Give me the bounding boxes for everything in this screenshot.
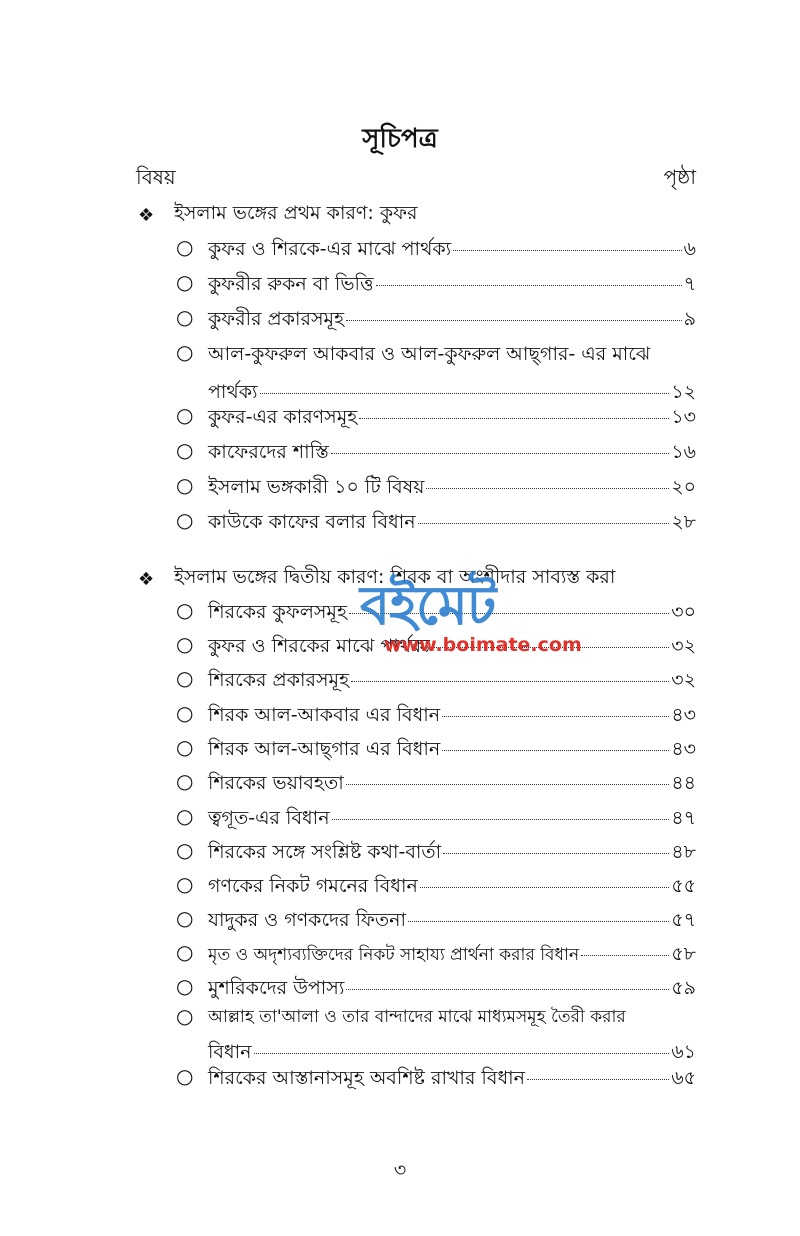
dot-leader <box>408 921 669 922</box>
entry-page: ৩২ <box>671 635 696 657</box>
section-title: ইসলাম ভঙ্গের দ্বিতীয় কারণ: শিরক বা অংশীদার সাব্যস্ত করা <box>174 566 616 588</box>
toc-entry[interactable] <box>176 438 696 470</box>
entry-page: ৫৮ <box>671 943 696 965</box>
toc-entry[interactable] <box>176 735 696 767</box>
circle-bullet-icon: ○ <box>176 1064 194 1088</box>
toc-entry[interactable] <box>176 1004 696 1070</box>
toc-entry[interactable] <box>176 701 696 733</box>
entry-page: ২৮ <box>671 511 696 533</box>
dot-leader <box>527 1079 669 1080</box>
circle-bullet-icon: ○ <box>176 735 194 759</box>
toc-entry[interactable] <box>176 305 696 337</box>
dot-leader <box>581 955 669 956</box>
entry-title: ত্বগূত-এর বিধান <box>208 807 330 829</box>
circle-bullet-icon: ○ <box>176 974 194 998</box>
dot-leader <box>443 853 669 854</box>
toc-entry[interactable] <box>176 974 696 1006</box>
dot-leader <box>418 523 670 524</box>
entry-page: ১২ <box>671 381 696 403</box>
entry-title: শিরকের ভয়াবহতা <box>208 772 344 794</box>
entry-title-line1: আল-কুফরুল আকবার ও আল-কুফরুল আছ্গার- এর মাঝে <box>208 343 651 365</box>
toc-entry[interactable] <box>176 270 696 302</box>
entry-title: কাউকে কাফের বলার বিধান <box>208 511 416 533</box>
circle-bullet-icon: ○ <box>176 701 194 725</box>
watermark-logo <box>352 570 582 660</box>
watermark-brand: বইমেট <box>360 574 496 637</box>
watermark-url: www.boimate.com <box>384 634 582 656</box>
toc-entry[interactable] <box>176 508 696 540</box>
entry-page: ৫৭ <box>671 909 696 931</box>
entry-title: কাফেরদের শাস্তি <box>208 441 329 463</box>
dot-leader <box>346 784 670 785</box>
dot-leader <box>442 716 669 717</box>
entry-page: ৩২ <box>671 669 696 691</box>
circle-bullet-icon: ○ <box>176 438 194 462</box>
entry-title: ইসলাম ভঙ্গকারী ১০ টি বিষয় <box>208 476 425 498</box>
entry-title: মুশরিকদের উপাস্য <box>208 977 345 999</box>
entry-title: কুফরীর রুকন বা ভিত্তি <box>208 273 374 295</box>
toc-entry[interactable] <box>176 473 696 505</box>
entry-title: পার্থক্য <box>208 381 258 403</box>
circle-bullet-icon: ○ <box>176 340 194 364</box>
entry-page: ১৬ <box>671 441 696 463</box>
circle-bullet-icon: ○ <box>176 508 194 532</box>
circle-bullet-icon: ○ <box>176 632 194 656</box>
entry-page: ৪৪ <box>671 772 696 794</box>
dot-leader <box>426 488 669 489</box>
section-heading <box>138 199 417 231</box>
entry-title: শিরকের আস্তানাসমূহ অবশিষ্ট রাখার বিধান <box>208 1067 525 1089</box>
section-title: ইসলাম ভঙ্গের প্রথম কারণ: কুফর <box>174 202 418 224</box>
entry-page: ৪৭ <box>671 807 696 829</box>
toc-entry[interactable] <box>176 235 696 267</box>
entry-title: কুফর-এর কারণসমূহ <box>208 406 358 428</box>
subject-column-header: বিষয় <box>136 165 176 189</box>
dot-leader <box>420 887 670 888</box>
entry-page: ৩০ <box>671 601 696 623</box>
entry-title: কুফর ও শিরকে-এর মাঝে পার্থক্য <box>208 238 452 260</box>
dot-leader <box>254 1053 670 1054</box>
diamond-bullet-icon: ❖ <box>138 568 155 590</box>
circle-bullet-icon: ○ <box>176 804 194 828</box>
entry-title: গণকের নিকট গমনের বিধান <box>208 875 418 897</box>
toc-entry[interactable] <box>176 906 696 938</box>
dot-leader <box>346 320 682 321</box>
dot-leader <box>376 285 682 286</box>
entry-page: ২০ <box>671 476 696 498</box>
entry-page: ৬ <box>683 238 696 260</box>
circle-bullet-icon: ○ <box>176 598 194 622</box>
entry-title: কুফর ও শিরকের মাঝে পার্থক্য <box>208 635 430 657</box>
dot-leader <box>351 681 669 682</box>
circle-bullet-icon: ○ <box>176 270 194 294</box>
circle-bullet-icon: ○ <box>176 235 194 259</box>
dot-leader <box>346 989 669 990</box>
dot-leader <box>332 819 670 820</box>
toc-entry[interactable] <box>176 1064 696 1096</box>
toc-entry[interactable] <box>176 340 696 410</box>
circle-bullet-icon: ○ <box>176 666 194 690</box>
circle-bullet-icon: ○ <box>176 1004 194 1028</box>
page-title: সূচিপত্র <box>362 124 438 154</box>
entry-page: ৯ <box>683 308 696 330</box>
entry-page: ৪৮ <box>671 841 696 863</box>
entry-page: ১৩ <box>671 406 696 428</box>
toc-entry[interactable] <box>176 940 696 972</box>
circle-bullet-icon: ○ <box>176 305 194 329</box>
diamond-bullet-icon: ❖ <box>138 204 155 226</box>
entry-page: ৭ <box>683 273 696 295</box>
toc-entry[interactable] <box>176 403 696 435</box>
entry-title: মৃত ও অদৃশ্যব্যক্তিদের নিকট সাহায্য প্রার্থনা করার বিধান <box>208 945 580 965</box>
dot-leader <box>359 418 669 419</box>
circle-bullet-icon: ○ <box>176 838 194 862</box>
entry-title: কুফরীর প্রকারসমূহ <box>208 308 345 330</box>
toc-entry[interactable] <box>176 666 696 698</box>
dot-leader <box>260 393 670 394</box>
page-column-header: পৃষ্ঠা <box>663 165 696 189</box>
entry-page: ৪৩ <box>671 704 696 726</box>
toc-entry[interactable] <box>176 872 696 904</box>
entry-title-line1: আল্লাহ তা'আলা ও তার বান্দাদের মাঝে মাধ্যমসমূহ তৈরী করার <box>208 1007 626 1027</box>
entry-page: ৫৫ <box>671 875 696 897</box>
circle-bullet-icon: ○ <box>176 769 194 793</box>
dot-leader <box>453 250 681 251</box>
entry-page: ৬১ <box>671 1041 696 1063</box>
toc-entry[interactable] <box>176 769 696 801</box>
page-number: ৩ <box>393 1159 407 1181</box>
circle-bullet-icon: ○ <box>176 473 194 497</box>
circle-bullet-icon: ○ <box>176 906 194 930</box>
entry-page: ৫৯ <box>671 977 696 999</box>
entry-title: শিরকের সঙ্গে সংশ্লিষ্ট কথা-বার্তা <box>208 841 442 863</box>
circle-bullet-icon: ○ <box>176 940 194 964</box>
toc-entry[interactable] <box>176 804 696 836</box>
dot-leader <box>442 750 669 751</box>
entry-title: শিরকের কুফলসমূহ <box>208 601 347 623</box>
entry-page: ৬৫ <box>671 1067 696 1089</box>
circle-bullet-icon: ○ <box>176 872 194 896</box>
entry-title: বিধান <box>208 1041 252 1063</box>
toc-entry[interactable] <box>176 838 696 870</box>
entry-title: শিরক আল-আকবার এর বিধান <box>208 704 441 726</box>
entry-page: ৪৩ <box>671 738 696 760</box>
entry-title: যাদুকর ও গণকদের ফিতনা <box>208 909 407 931</box>
dot-leader <box>331 453 670 454</box>
entry-title: শিরকের প্রকারসমূহ <box>208 669 350 691</box>
circle-bullet-icon: ○ <box>176 403 194 427</box>
entry-title: শিরক আল-আছ্গার এর বিধান <box>208 738 441 760</box>
